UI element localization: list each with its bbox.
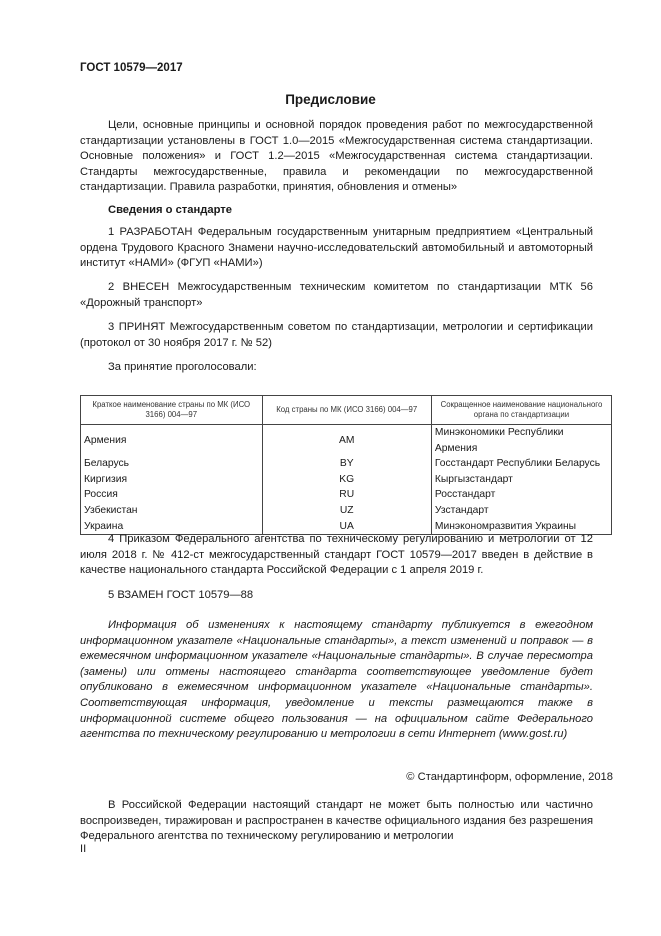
voted-label: За принятие проголосовали: (108, 361, 257, 373)
item-introduced: 2 ВНЕСЕН Межгосударственным техническим комитетом по стандартизации МТК 56 «Дорожный транспорт» (80, 281, 593, 309)
table-row (81, 472, 612, 488)
header-code: Код страны по МК (ИСО 3166) 004—97 (262, 396, 431, 425)
code-cell: KG (262, 472, 431, 488)
changes-notice: Информация об изменениях к настоящему стандарту публикуется в ежегодном информационном указателе «Национальные стандарты», а текст изменений и поправок — в ежемесячном информационном указателе «Национальные стандарты». В случае пересмотра (замены) или отмены настоящего стандарта соответствующее уведомление будет опубликовано в ежемесячном информационном указателе «Национальные стандарты». Соответствующая информация, уведомление и тексты размещаются также в информационной системе общего пользования — на официальном сайте Федерального агентства по техническому регулированию и метрологии в сети Интернет (www.gost.ru) (80, 619, 593, 741)
table-header-row (81, 396, 612, 425)
header-body: Сокращенное наименование национального органа по стандартизации (431, 396, 611, 425)
country-cell: Россия (81, 487, 263, 503)
copyright-line: © Стандартинформ, оформление, 2018 (406, 771, 613, 783)
header-country: Краткое наименование страны по МК (ИСО 3166) 004—97 (81, 396, 263, 425)
body-cell: Узстандарт (431, 503, 611, 519)
document-code: ГОСТ 10579—2017 (80, 62, 183, 74)
page-title: Предисловие (285, 92, 376, 107)
voting-table (80, 395, 612, 535)
body-cell: Росстандарт (431, 487, 611, 503)
country-cell: Беларусь (81, 456, 263, 472)
intro-paragraph: Цели, основные принципы и основной порядок проведения работ по межгосударственной стандартизации установлены в ГОСТ 1.0—2015 «Межгосударственная система стандартизации. Основные положения» и ГОСТ 1.2—2015 «Межгосударственная система стандартизации. Стандарты межгосударственные, правила и рекомендации по межгосударственной стандартизации. Правила разработки, принятия, обновления и отмены» (80, 119, 593, 194)
body-cell: Госстандарт Республики Беларусь (431, 456, 611, 472)
code-cell: AM (262, 425, 431, 457)
code-cell: BY (262, 456, 431, 472)
table-row (81, 487, 612, 503)
body-cell: Минэкономики Республики Армения (431, 425, 611, 457)
item-adopted: 3 ПРИНЯТ Межгосударственным советом по стандартизации, метрологии и сертификации (протокол от 30 ноября 2017 г. № 52) (80, 321, 593, 349)
item-developed: 1 РАЗРАБОТАН Федеральным государственным унитарным предприятием «Центральный ордена Трудового Красного Знамени научно-исследовательский автомобильный и автомоторный институт «НАМИ» (ФГУП «НАМИ») (80, 226, 593, 270)
code-cell: UZ (262, 503, 431, 519)
rights-notice: В Российской Федерации настоящий стандарт не может быть полностью или частично воспроизведен, тиражирован и распространен в качестве официального издания без разрешения Федерального агентства по техническому регулированию и метрологии (80, 799, 593, 843)
country-cell: Узбекистан (81, 503, 263, 519)
table-row (81, 425, 612, 457)
country-cell: Украина (81, 519, 263, 535)
country-cell: Киргизия (81, 472, 263, 488)
page-number: II (80, 843, 87, 855)
info-heading: Сведения о стандарте (108, 204, 232, 216)
code-cell: RU (262, 487, 431, 503)
code-cell: UA (262, 519, 431, 535)
item-replaces: 5 ВЗАМЕН ГОСТ 10579—88 (108, 589, 254, 601)
body-cell: Кыргызстандарт (431, 472, 611, 488)
item-enacted: 4 Приказом Федерального агентства по техническому регулированию и метрологии от 12 июля 2018 г. № 412-ст межгосударственный стандарт ГОСТ 10579—2017 введен в действие в качестве национального стандарта Российской Федерации с 1 апреля 2019 г. (80, 533, 593, 577)
body-cell: Минэкономразвития Украины (431, 519, 611, 535)
table-row (81, 503, 612, 519)
country-cell: Армения (81, 425, 263, 457)
table-row (81, 456, 612, 472)
